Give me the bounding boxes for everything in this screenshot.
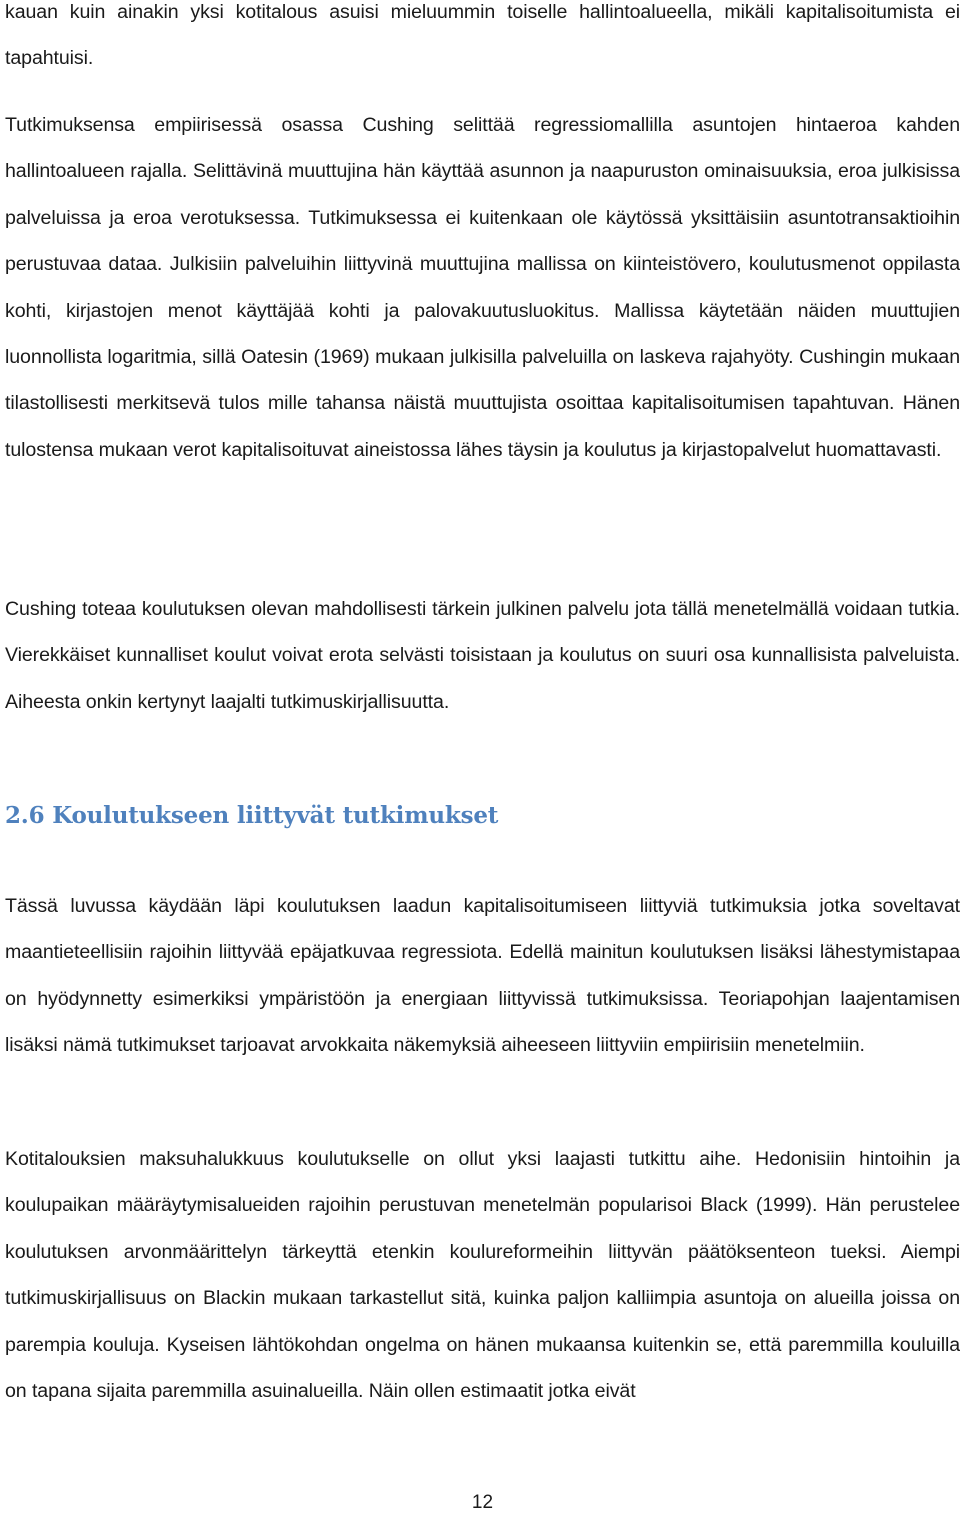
paragraph-cushing-education: Cushing toteaa koulutuksen olevan mahdollisesti tärkein julkinen palvelu jota tällä menetelmällä voidaan tutkia. Vierekkäiset kunnalliset koulut voivat erota selvästi toisistaan ja koulutus on suuri osa kunnallisista palveluista. Aiheesta onkin kertynyt laajalti tutkimuskirjallisuutta. [5,598,960,713]
document-page [5,0,960,1514]
paragraph-continuation: kauan kuin ainakin yksi kotitalous asuisi mieluummin toiselle hallintoalueella, mikäli kapitalisoitumista ei tapahtuisi. [5,1,960,70]
section-heading: 2.6 Koulutukseen liittyvät tutkimukset [5,802,499,829]
paragraph-willingness-to-pay: Kotitalouksien maksuhalukkuus koulutukselle on ollut yksi laajasti tutkittu aihe. Hedonisiin hintoihin ja koulupaikan määräytymisalueiden rajoihin perustuvan menetelmän popularisoi Black (1999). Hän perustelee koulutuksen arvonmäärittelyn tärkeyttä etenkin koulureformeihin liittyvän päätöksenteon tueksi. Aiempi tutkimuskirjallisuus on Blackin mukaan tarkastellut sitä, kuinka paljon kalliimpia asuntoja on alueilla joissa on parempia kouluja. Kyseisen lähtökohdan ongelma on hänen mukaansa kuitenkin se, että paremmilla kouluilla on tapana sijaita paremmilla asuinalueilla. Näin ollen estimaatit jotka eivät [5,1148,960,1403]
paragraph-cushing-empirical: Tutkimuksensa empiirisessä osassa Cushing selittää regressiomallilla asuntojen hintaeroa kahden hallintoalueen rajalla. Selittävinä muuttujina hän käyttää asunnon ja naapuruston ominaisuuksia, eroa julkisissa palveluissa ja eroa verotuksessa. Tutkimuksessa ei kuitenkaan ole käytössä yksittäisiin asuntotransaktioihin perustuvaa dataa. Julkisiin palveluihin liittyvinä muuttujina mallissa on kiinteistövero, koulutusmenot oppilasta kohti, kirjastojen menot käyttäjää kohti ja palovakuutusluokitus. Mallissa käytetään näiden muuttujien luonnollista logaritmia, sillä Oatesin (1969) mukaan julkisilla palveluilla on laskeva rajahyöty. Cushingin mukaan tilastollisesti merkitsevä tulos mille tahansa näistä muuttujista osoittaa kapitalisoitumisen tapahtuvan. Hänen tulostensa mukaan verot kapitalisoituvat aineistossa lähes täysin ja koulutus ja kirjastopalvelut huomattavasti. [5,114,960,461]
page-number: 12 [471,1492,494,1513]
paragraph-section-intro: Tässä luvussa käydään läpi koulutuksen laadun kapitalisoitumiseen liittyviä tutkimuksia jotka soveltavat maantieteellisiin rajoihin liittyvää epäjatkuvaa regressiota. Edellä mainitun koulutuksen lisäksi lähestymistapaa on hyödynnetty esimerkiksi ympäristöön ja energiaan liittyvissä tutkimuksissa. Teoriapohjan laajentamisen lisäksi nämä tutkimukset tarjoavat arvokkaita näkemyksiä aiheeseen liittyviin empiirisiin menetelmiin. [5,895,960,1057]
